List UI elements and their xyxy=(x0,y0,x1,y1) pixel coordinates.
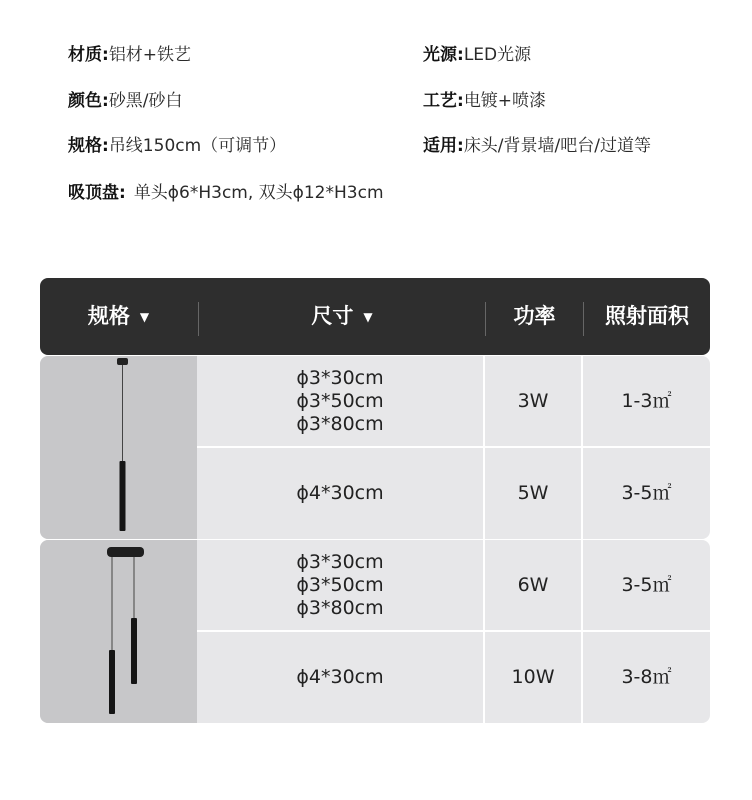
size-value: ϕ3*30cm xyxy=(296,550,384,573)
spec-label: 颜色: xyxy=(68,91,109,111)
header-spec-label: 规格 xyxy=(87,304,130,328)
double-pendant-light-image xyxy=(40,540,197,723)
spec-value: 砂黑/砂白 xyxy=(108,91,183,111)
size-value: ϕ4*30cm xyxy=(296,666,384,688)
area-cell xyxy=(583,356,710,446)
spec-craft xyxy=(423,90,546,112)
spec-canopy xyxy=(68,182,384,204)
power-value: 6W xyxy=(517,573,549,596)
spec-label: 适用: xyxy=(423,136,464,156)
chevron-down-icon: ▼ xyxy=(363,310,373,324)
size-cell xyxy=(197,448,483,539)
header-area-label: 照射面积 xyxy=(605,304,689,328)
spec-value: 床头/背景墙/吧台/过道等 xyxy=(463,136,651,156)
chevron-down-icon: ▼ xyxy=(139,310,150,324)
header-power xyxy=(486,278,583,355)
power-cell xyxy=(485,448,581,539)
power-cell xyxy=(485,356,581,446)
spec-light-source xyxy=(423,44,531,66)
spec-label: 规格: xyxy=(68,136,109,156)
spec-value: 电镀+喷漆 xyxy=(463,91,547,111)
product-group-single xyxy=(40,356,710,539)
size-value: ϕ3*80cm xyxy=(296,412,384,435)
power-value: 3W xyxy=(517,389,549,412)
size-value: ϕ3*50cm xyxy=(296,573,384,596)
spec-label: 光源: xyxy=(423,45,464,65)
header-area xyxy=(584,278,710,355)
size-value: ϕ3*80cm xyxy=(296,596,384,619)
size-cell xyxy=(197,356,483,446)
spec-value: 单头ϕ6*H3cm, 双头ϕ12*H3cm xyxy=(133,183,384,203)
power-cell xyxy=(485,540,581,630)
size-value: ϕ3*30cm xyxy=(296,366,384,389)
size-cell xyxy=(197,540,483,630)
spec-material xyxy=(68,44,191,66)
size-cell xyxy=(197,632,483,723)
spec-value: 吊线150cm（可调节） xyxy=(108,136,287,156)
area-value: 3-8㎡ xyxy=(621,666,672,688)
area-cell xyxy=(583,632,710,723)
power-cell xyxy=(485,632,581,723)
area-value: 3-5㎡ xyxy=(621,482,672,504)
header-power-label: 功率 xyxy=(513,304,556,328)
header-spec[interactable] xyxy=(40,278,197,355)
spec-value: LED光源 xyxy=(463,45,532,65)
size-value: ϕ4*30cm xyxy=(296,482,384,504)
table-header xyxy=(40,278,710,355)
single-pendant-light-icon xyxy=(40,356,197,539)
area-value: 1-3㎡ xyxy=(621,389,672,412)
spec-label: 吸顶盘: xyxy=(68,183,126,203)
size-value: ϕ3*50cm xyxy=(296,389,384,412)
area-value: 3-5㎡ xyxy=(621,573,672,596)
header-size[interactable] xyxy=(199,278,485,355)
power-value: 5W xyxy=(517,482,549,504)
spec-label: 材质: xyxy=(68,45,109,65)
power-value: 10W xyxy=(511,666,555,688)
area-cell xyxy=(583,540,710,630)
double-pendant-light-icon xyxy=(40,540,197,723)
single-pendant-light-image xyxy=(40,356,197,539)
spec-value: 铝材+铁艺 xyxy=(108,45,192,65)
area-cell xyxy=(583,448,710,539)
header-size-label: 尺寸 xyxy=(311,304,354,328)
spec-label: 工艺: xyxy=(423,91,464,111)
spec-size xyxy=(68,135,286,157)
spec-usage xyxy=(423,135,651,157)
product-group-double xyxy=(40,540,710,723)
spec-color xyxy=(68,90,183,112)
